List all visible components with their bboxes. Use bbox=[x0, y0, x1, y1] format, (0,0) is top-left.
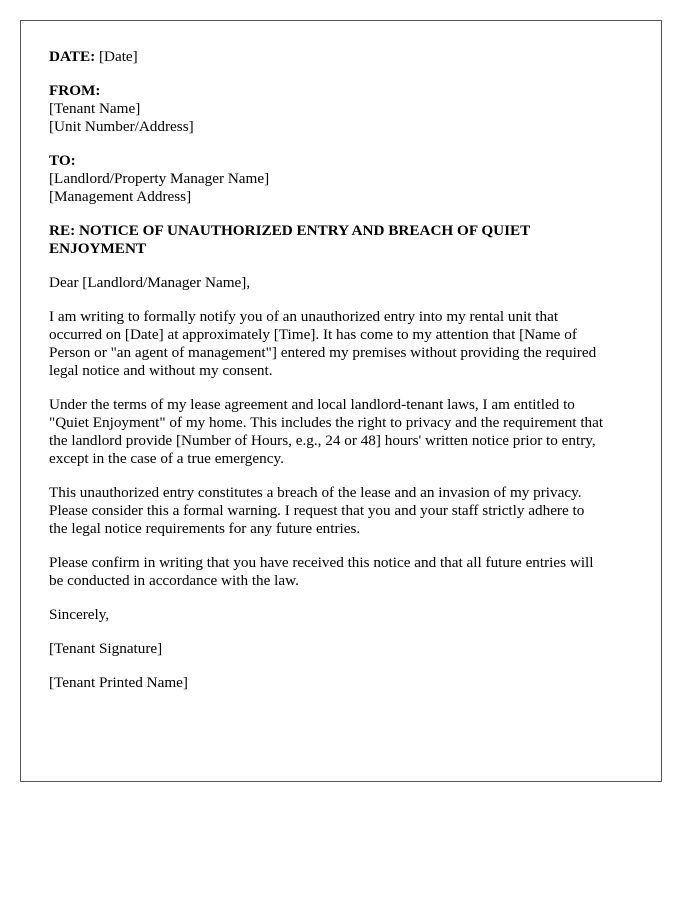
tenant-signature: [Tenant Signature] bbox=[49, 640, 163, 657]
paragraph-line: "Quiet Enjoyment" of my home. This includes the right to privacy and the requirement that bbox=[49, 414, 604, 431]
from-name: [Tenant Name] bbox=[49, 100, 141, 117]
paragraph-line: the landlord provide [Number of Hours, e.g., 24 or 48] hours' written notice prior to entry, bbox=[49, 432, 596, 449]
tenant-printed-name: [Tenant Printed Name] bbox=[49, 674, 188, 691]
to-name: [Landlord/Property Manager Name] bbox=[49, 170, 270, 187]
body-paragraph-3 bbox=[49, 484, 633, 538]
letter-page bbox=[20, 20, 662, 782]
subject-line-1: RE: NOTICE OF UNAUTHORIZED ENTRY AND BREACH OF QUIET bbox=[49, 222, 531, 239]
paragraph-line: occurred on [Date] at approximately [Time]. It has come to my attention that [Name of bbox=[49, 326, 577, 343]
paragraph-line: Person or "an agent of management"] entered my premises without providing the required bbox=[49, 344, 597, 361]
paragraph-line: the legal notice requirements for any future entries. bbox=[49, 520, 361, 537]
paragraph-line: except in the case of a true emergency. bbox=[49, 450, 284, 467]
subject-line-2: ENJOYMENT bbox=[49, 240, 147, 257]
to-address: [Management Address] bbox=[49, 188, 192, 205]
from-label: FROM: bbox=[49, 82, 101, 99]
paragraph-line: Under the terms of my lease agreement and local landlord-tenant laws, I am entitled to bbox=[49, 396, 575, 413]
from-block bbox=[49, 82, 633, 136]
paragraph-line: I am writing to formally notify you of an unauthorized entry into my rental unit that bbox=[49, 308, 559, 325]
paragraph-line: Please consider this a formal warning. I request that you and your staff strictly adhere to bbox=[49, 502, 585, 519]
body-paragraph-4 bbox=[49, 554, 633, 590]
subject-line bbox=[49, 222, 633, 258]
date-label: DATE: bbox=[49, 48, 96, 65]
salutation: Dear [Landlord/Manager Name], bbox=[49, 274, 251, 291]
date-value: [Date] bbox=[95, 48, 138, 65]
from-address: [Unit Number/Address] bbox=[49, 118, 194, 135]
date-line bbox=[49, 48, 633, 66]
paragraph-line: Please confirm in writing that you have received this notice and that all future entries will bbox=[49, 554, 594, 571]
to-label: TO: bbox=[49, 152, 76, 169]
body-paragraph-2 bbox=[49, 396, 633, 468]
paragraph-line: be conducted in accordance with the law. bbox=[49, 572, 299, 589]
paragraph-line: legal notice and without my consent. bbox=[49, 362, 273, 379]
to-block bbox=[49, 152, 633, 206]
body-paragraph-1 bbox=[49, 308, 633, 380]
paragraph-line: This unauthorized entry constitutes a breach of the lease and an invasion of my privacy. bbox=[49, 484, 582, 501]
closing: Sincerely, bbox=[49, 606, 110, 623]
